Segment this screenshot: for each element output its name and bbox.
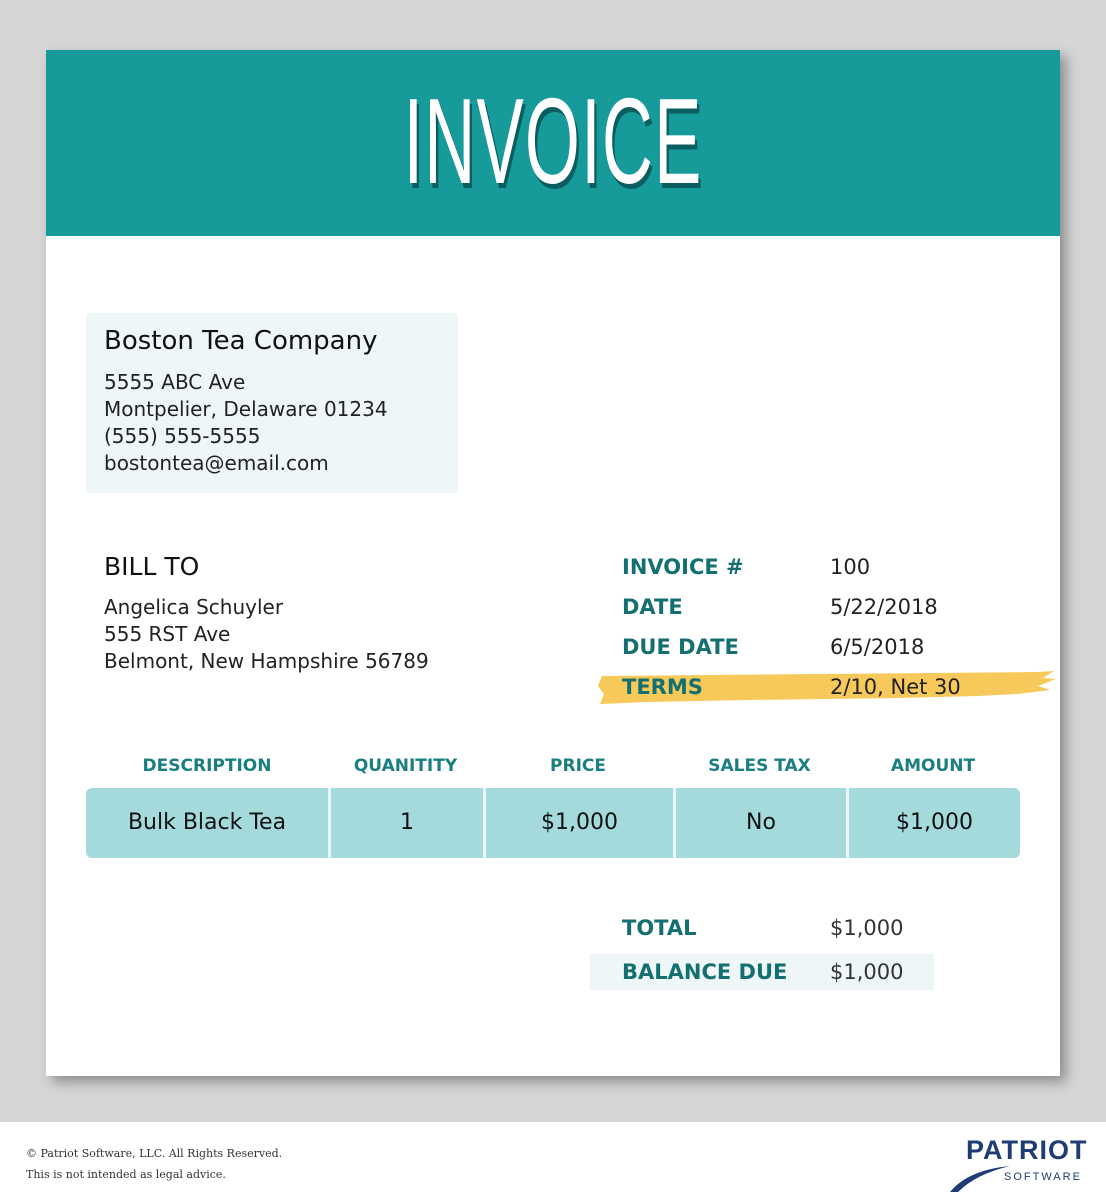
balance-due-row (590, 954, 934, 990)
sender-phone: (555) 555-5555 (104, 424, 261, 448)
column-header-price: PRICE (550, 756, 606, 776)
bill-to-heading: BILL TO (104, 552, 200, 581)
bill-to-block (104, 550, 504, 675)
meta-label: TERMS (622, 675, 703, 699)
total-value: $1,000 (830, 916, 904, 940)
sender-email: bostontea@email.com (104, 451, 329, 475)
meta-value: 2/10, Net 30 (830, 675, 961, 699)
invoice-meta (598, 550, 1058, 710)
column-header-description: DESCRIPTION (142, 756, 272, 776)
bill-to-street: 555 RST Ave (104, 622, 231, 646)
item-sales-tax: No (673, 788, 846, 858)
invoice-title: INVOICE (403, 73, 703, 209)
sender-city: Montpelier, Delaware 01234 (104, 397, 388, 421)
copyright-text: © Patriot Software, LLC. All Rights Reserved. (26, 1147, 283, 1160)
balance-due-value: $1,000 (830, 960, 904, 984)
item-amount: $1,000 (846, 788, 1020, 858)
logo-subtitle: SOFTWARE (1004, 1171, 1082, 1183)
meta-row-date (598, 590, 1058, 630)
meta-row-terms (598, 670, 1058, 710)
sender-info-box (86, 313, 458, 493)
line-items-header (86, 750, 1020, 782)
meta-label: DUE DATE (622, 635, 739, 659)
total-label: TOTAL (622, 916, 697, 940)
item-quantity: 1 (328, 788, 483, 858)
meta-row-due-date (598, 630, 1058, 670)
patriot-software-logo (946, 1134, 1086, 1192)
line-item-row (86, 788, 1020, 858)
meta-label: DATE (622, 595, 683, 619)
logo-wordmark: PATRIOT (966, 1135, 1088, 1165)
invoice-paper (46, 50, 1060, 1076)
item-price: $1,000 (483, 788, 673, 858)
disclaimer-text: This is not intended as legal advice. (26, 1168, 226, 1181)
meta-value: 100 (830, 555, 871, 579)
meta-value: 5/22/2018 (830, 595, 938, 619)
bill-to-city: Belmont, New Hampshire 56789 (104, 649, 429, 673)
meta-value: 6/5/2018 (830, 635, 925, 659)
meta-label: INVOICE # (622, 555, 744, 579)
item-description: Bulk Black Tea (127, 810, 287, 835)
sender-name: Boston Tea Company (104, 326, 378, 356)
column-header-amount: AMOUNT (890, 756, 976, 776)
total-row (590, 910, 934, 946)
column-header-sales-tax: SALES TAX (708, 756, 811, 776)
totals-block (590, 910, 990, 1010)
bill-to-name: Angelica Schuyler (104, 595, 284, 619)
footer-legal (26, 1143, 282, 1185)
balance-due-label: BALANCE DUE (622, 960, 788, 984)
column-header-quantity: QUANITITY (353, 756, 458, 776)
meta-row-invoice-number (598, 550, 1058, 590)
sender-street: 5555 ABC Ave (104, 370, 246, 394)
invoice-header-band (46, 50, 1060, 236)
